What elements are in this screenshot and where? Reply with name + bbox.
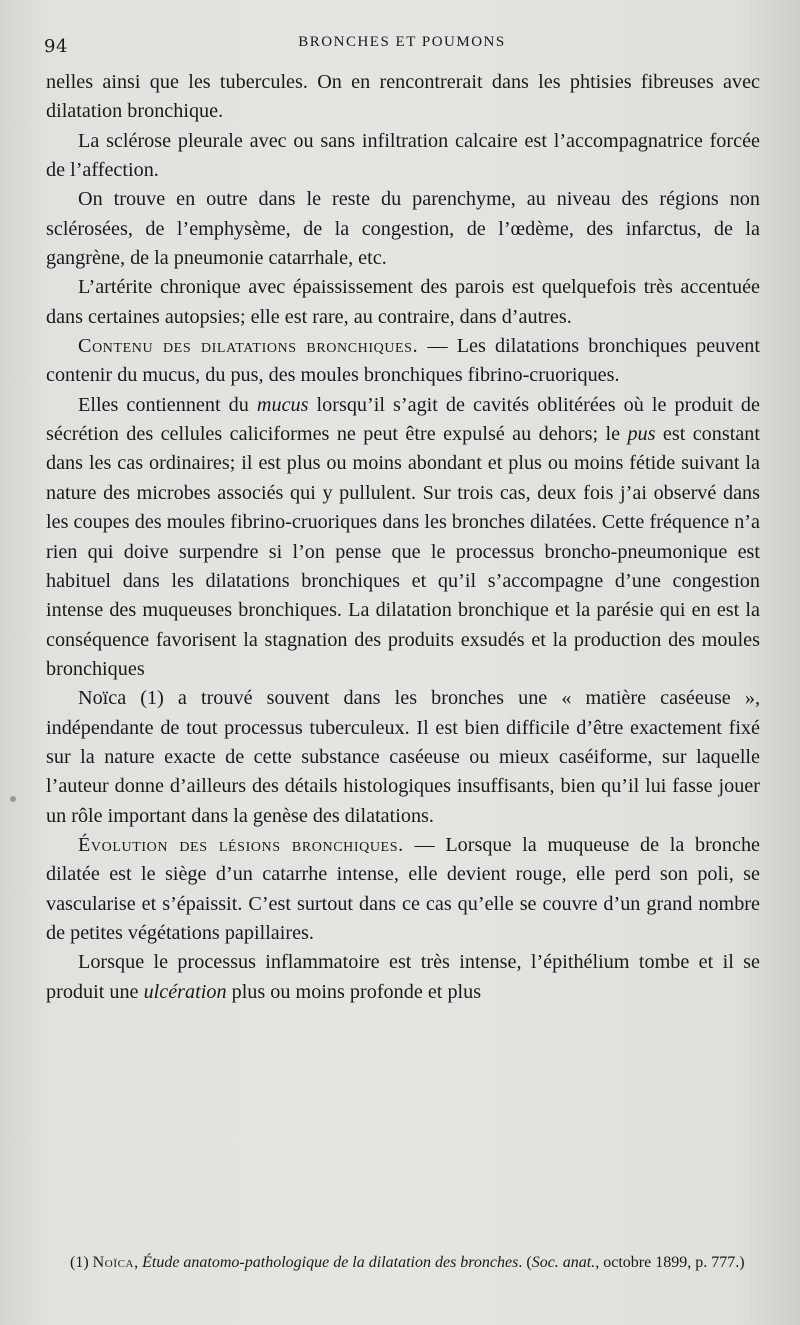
page-header: [44, 30, 760, 60]
footnote-rest: , octobre 1899, p. 777.): [595, 1254, 745, 1271]
emphasis-pus: pus: [627, 423, 656, 446]
footnote-sep: ,: [134, 1254, 143, 1271]
paragraph-1: nelles ainsi que les tubercules. On en rencontrerait dans les phtisies fibreuses avec dilatation bronchique.: [46, 71, 760, 123]
footnote-text: [46, 1252, 760, 1274]
paragraph-9-part-1: Lorsque le processus inflammatoire est très intense, l’épithélium tombe et il se produit une: [46, 951, 760, 1003]
section-heading-contenu: Contenu des dilatations bronchiques.: [78, 335, 419, 358]
paragraph-4: L’artérite chronique avec épaississement des parois est quelquefois très accentuée dans certaines autopsies; elle est rare, au contraire, dans d’autres.: [46, 276, 760, 328]
paragraph-8-text: — Lorsque la muqueuse de la bronche dilatée est le siège d’un catarrhe intense, elle devient rouge, elle perd son poli, se vascularise et s’épaissit. C’est surtout dans ce cas qu’elle se couvre d’un grand nombre de petites végétations papillaires.: [46, 833, 760, 944]
paragraph-9: [46, 948, 760, 1007]
running-head: BRONCHES ET POUMONS: [298, 34, 506, 50]
paragraph-7: Noïca (1) a trouvé souvent dans les bronches une « matière caséeuse », indépendante de tout processus tuberculeux. Il est bien difficile d’être exactement fixé sur la nature exacte de cette substance caséeuse ou mieux caséiforme, sur laquelle l’auteur donne d’ailleurs des détails histologiques insuffisants, bien qu’il lui fasse jouer un rôle important dans la genèse des dilatations.: [46, 687, 760, 827]
paragraph-6: [46, 391, 760, 684]
paragraph-6-part-1: Elles contiennent du: [78, 393, 257, 416]
emphasis-mucus: mucus: [256, 393, 309, 416]
paragraph-3: On trouve en outre dans le reste du parenchyme, au niveau des régions non sclérosées, de l’emphysème, de la congestion, de l’œdème, des infarctus, de la gangrène, de la pneumonie catarrhale, etc.: [46, 188, 760, 270]
footnote-journal: Soc. anat.: [531, 1254, 596, 1271]
paragraph-5-text: — Les dilatations bronchiques peuvent contenir du mucus, du pus, des moules bronchiques fibrino-cruoriques.: [46, 335, 761, 387]
paragraph-5: [46, 332, 760, 391]
footnote-marker: (1): [70, 1254, 93, 1271]
paragraph-6-part-2: lorsqu’il s’agit de cavités oblitérées où le produit de sécrétion des cellules caliciformes ne peut être expulsé au dehors; le: [46, 393, 760, 446]
footnote-author: Noïca: [92, 1254, 135, 1271]
paragraph-9-part-2: plus ou moins profonde et plus: [226, 980, 482, 1003]
page-number: 94: [44, 36, 68, 57]
footnote-title: Étude anatomo-pathologique de la dilatation des bronches: [142, 1254, 519, 1271]
paragraph-8: [46, 831, 760, 948]
footnote-mid: . (: [518, 1254, 532, 1271]
emphasis-ulceration: ulcération: [143, 980, 227, 1003]
footnote: [46, 1252, 760, 1274]
margin-speck: [10, 796, 16, 802]
section-heading-evolution: Évolution des lésions bronchiques.: [78, 833, 404, 856]
paragraph-6-part-3: est constant dans les cas ordinaires; il est plus ou moins abondant et plus ou moins fétide suivant la nature des microbes associés qui y pullulent. Sur trois cas, deux fois j’ai observé dans les coupes des moules fibrino-cruoriques dans les bronches dilatées. Cette fréquence n’a rien qui doive surpendre si l’on pense que le processus broncho-pneumonique est habituel dans les dilatations bronchiques et qu’il s’accompagne d’une congestion intense des muqueuses bronchiques. La dilatation bronchique et la parésie qui en est la conséquence favorisent la stagnation des produits exsudés et la production des moules bronchiques: [46, 423, 760, 680]
body-text: [46, 68, 760, 1007]
paragraph-2: La sclérose pleurale avec ou sans infiltration calcaire est l’accompagnatrice forcée de l’affection.: [46, 129, 760, 182]
